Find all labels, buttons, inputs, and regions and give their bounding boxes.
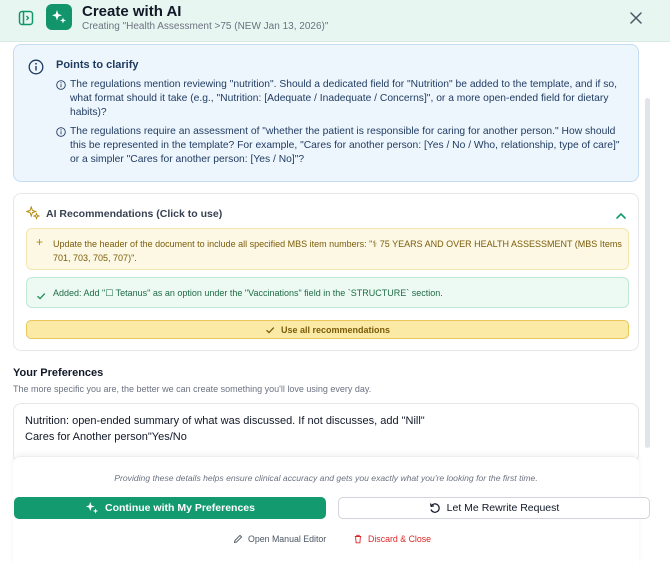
discard-and-close-link[interactable]: [353, 534, 431, 544]
dialog-subtitle: Creating "Health Assessment >75 (NEW Jan 13, 2026)": [82, 21, 329, 32]
sparkles-icon: [26, 206, 40, 220]
action-panel: [13, 456, 639, 564]
recommendations-title: AI Recommendations (Click to use): [46, 208, 223, 220]
manual-editor-label: Open Manual Editor: [248, 534, 327, 544]
chevron-up-icon[interactable]: [615, 208, 627, 218]
close-icon[interactable]: [628, 10, 644, 26]
dialog-title: Create with AI: [82, 3, 182, 20]
clarify-item-text: The regulations mention reviewing "nutrition". Should a dedicated field for "Nutrition" be added to the template, and if so, what format should it take (e.g., "Nutrition: [Adequate / Inadequate / Concerns]", or a more open-ended field for dietary habits)?: [70, 79, 617, 118]
plus-icon: +: [36, 235, 44, 249]
clarify-item: [56, 78, 626, 120]
recommendation-item-pending[interactable]: [26, 228, 629, 270]
info-icon: [28, 59, 44, 75]
preferences-textarea[interactable]: [13, 403, 639, 463]
ai-recommendations-panel: [13, 193, 639, 351]
preferences-title: Your Preferences: [13, 367, 104, 379]
sidebar-toggle-icon[interactable]: [18, 10, 34, 26]
check-icon: [265, 325, 275, 335]
dialog-header: [0, 0, 670, 42]
points-to-clarify-panel: [13, 44, 639, 182]
sparkles-icon: [85, 501, 99, 515]
sparkles-icon: [46, 4, 72, 30]
recommendation-item-added: [26, 277, 629, 308]
clarify-item: [56, 125, 626, 167]
scrollbar-thumb[interactable]: [645, 98, 650, 448]
rewrite-label: Let Me Rewrite Request: [446, 502, 560, 514]
info-icon: [56, 80, 66, 90]
clarify-item-text: The regulations require an assessment of "whether the patient is responsible for caring for another person." How should this be represented in the template? For example, "Cares for another person: [Yes / No / Who, relationship, type of care]" or a simpler "Cares for another person: [Yes / No]"?: [70, 126, 620, 165]
open-manual-editor-link[interactable]: [233, 534, 326, 544]
continue-label: Continue with My Preferences: [105, 502, 255, 514]
rotate-ccw-icon: [429, 502, 441, 514]
recommendation-text: Added: Add "☐ Tetanus" as an option under the "Vaccinations" field in the `STRUCTURE` section.: [53, 288, 443, 298]
info-icon: [56, 127, 66, 137]
rewrite-request-button[interactable]: [338, 497, 650, 519]
recommendation-text: Update the header of the document to include all specified MBS item numbers: "⚕ 75 YEARS AND OVER HEALTH ASSESSMENT (MBS Items 701, 703, 705, 707)".: [53, 239, 622, 263]
trash-icon: [353, 534, 363, 544]
clarify-title: Points to clarify: [56, 59, 139, 71]
discard-label: Discard & Close: [368, 534, 432, 544]
continue-with-preferences-button[interactable]: [14, 497, 326, 519]
check-icon: [36, 288, 46, 298]
accuracy-note: Providing these details helps ensure clinical accuracy and gets you exactly what you're looking for the first time.: [114, 473, 538, 483]
pencil-icon: [233, 534, 243, 544]
preferences-subtitle: The more specific you are, the better we can create something you'll love using every day.: [13, 384, 372, 394]
use-all-label: Use all recommendations: [280, 324, 391, 335]
use-all-recommendations-button[interactable]: [26, 320, 629, 339]
